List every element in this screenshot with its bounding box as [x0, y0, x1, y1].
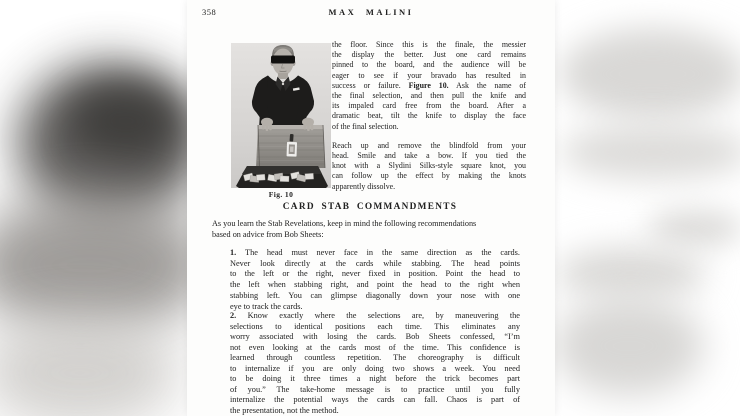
text-line: [230, 248, 520, 259]
text-line: head. Smile and take a bow. If you tied the: [332, 151, 526, 161]
background-blur-left-light: [0, 318, 180, 416]
text-line: Never look directly at the cards while stabbing. The head points: [230, 258, 520, 268]
table-with-scattered-cards: [236, 166, 328, 188]
text-segment: The head must never face in the same direction as the cards.: [245, 248, 520, 257]
text-line: knot with a Slydini Silks-style square knot, you: [332, 161, 526, 171]
text-line: of the final selection.: [332, 121, 399, 131]
text-line: not even looking at the cards most of the time. This confidence is: [230, 342, 520, 352]
text-line: Reach up and remove the blindfold from your: [332, 140, 526, 150]
text-line: pinned to the board, and the audience will be: [332, 60, 526, 70]
text-line: eager to see if your bravado has resulted in: [332, 70, 526, 80]
text-segment: Ask the name of: [456, 80, 527, 90]
background-blur-right-2: [560, 124, 740, 180]
numbered-item-1: [230, 248, 520, 312]
text-line: stabbing left. You can glimpse diagonally down your nose with one: [230, 290, 520, 300]
text-line: the left when stabbing right, and point the head to the right when: [230, 280, 520, 290]
background-blur-right-3: [648, 210, 740, 246]
text-line: its impaled card free from the board. After a: [332, 101, 526, 111]
book-page: [187, 0, 555, 416]
text-line: the final selection, and then pull the knife and: [332, 91, 526, 101]
text-column-right: [332, 40, 526, 192]
text-line: to internalize if you are only doing two shows a week. You need: [230, 363, 520, 373]
text-segment: Know exactly where the selections are, by maneuvering the: [247, 311, 520, 320]
text-line: dramatic beat, tilt the knife to display the face: [332, 111, 526, 121]
text-line: selections to identical positions each time. This eliminates any: [230, 321, 520, 331]
figure-caption: Fig. 10: [268, 190, 294, 199]
background-blur-right-1: [560, 28, 740, 120]
background-blur-right-5: [554, 296, 704, 396]
section-intro: [212, 219, 528, 240]
text-line: [332, 81, 526, 91]
paragraph: [332, 40, 526, 132]
background-blur-right-4: [556, 247, 706, 299]
text-line: based on advice from Bob Sheets:: [212, 229, 324, 239]
text-line: apparently dissolve.: [332, 181, 396, 191]
running-head-book-title: MAX MALINI: [328, 7, 414, 17]
figure-reference: Figure 10.: [408, 80, 449, 90]
text-line: of you.” The take-home message is to practice until you fully: [230, 384, 520, 394]
page-number: 358: [202, 7, 217, 17]
text-line: can follow up the effect by making the knots: [332, 171, 526, 181]
text-line: [230, 311, 520, 322]
item-number: 1.: [230, 248, 237, 257]
text-line: worry associated with losing the cards. Bob Sheets confessed, “I’m: [230, 332, 520, 342]
text-line: the floor. Since this is the finale, the messier: [332, 40, 526, 49]
text-segment: success or failure.: [332, 80, 401, 90]
item-number: 2.: [230, 311, 237, 320]
text-line: the display the better. Just one card remains: [332, 50, 526, 60]
text-line: As you learn the Stab Revelations, keep in mind the following recommendations: [212, 219, 477, 228]
blindfold: [271, 56, 295, 64]
text-line: to be doing it three times a night before the trick becomes part: [230, 374, 520, 384]
paragraph: [332, 141, 526, 192]
text-line: to the left or the right, never fixed in position. Point the head to: [230, 269, 520, 279]
numbered-item-2: [230, 311, 520, 416]
background-blur-left-mid: [0, 195, 210, 335]
text-line: internalize the potential ways the cards can fall. Chaos is part of: [230, 395, 520, 405]
background-blur-left-core: [70, 84, 182, 158]
text-line: the presentation, not the method.: [230, 405, 339, 415]
text-line: eye to track the cards.: [230, 301, 303, 311]
text-line: learned through countless repetition. The choreography is difficult: [230, 353, 520, 363]
section-heading: CARD STAB COMMANDMENTS: [282, 202, 458, 212]
figure-photo-blindfolded-magician: [231, 43, 331, 188]
